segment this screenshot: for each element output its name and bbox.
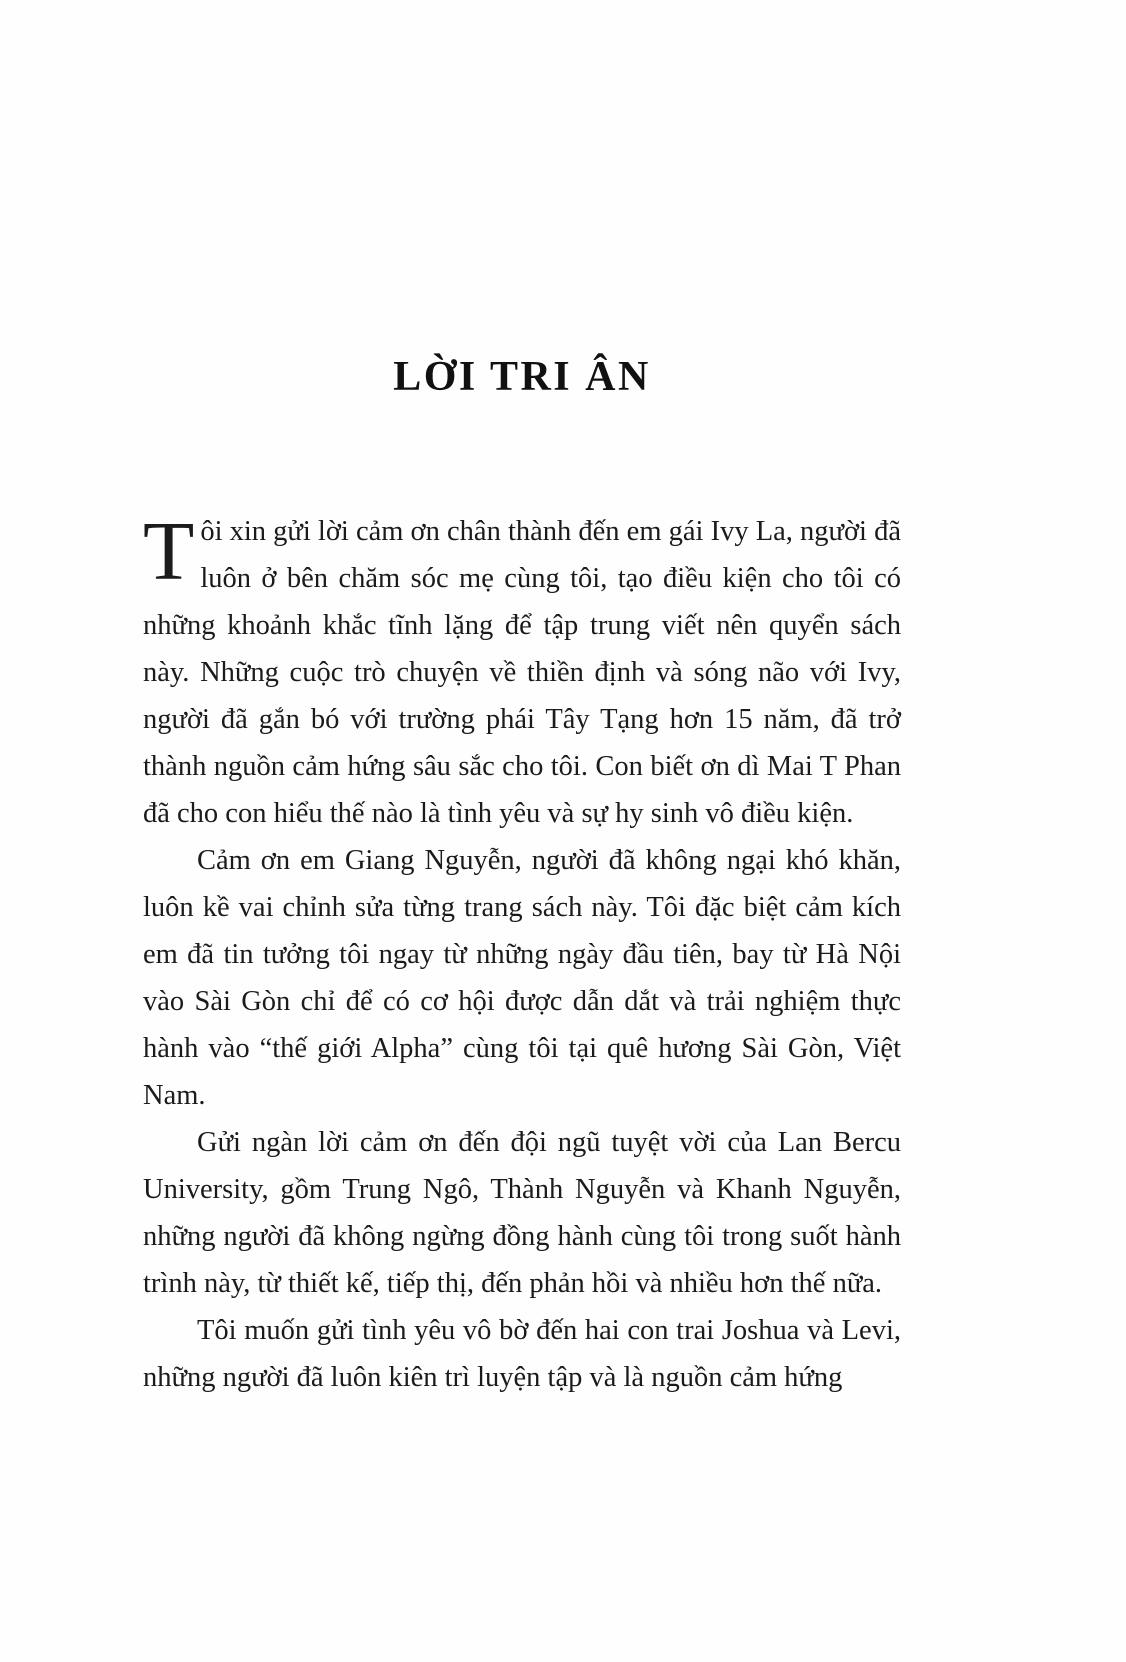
page-title: LỜI TRI ÂN — [393, 354, 651, 400]
body-text — [143, 505, 901, 1401]
paragraph-4: Tôi muốn gửi tình yêu vô bờ đến hai con trai Joshua và Levi, những người đã luôn kiên trì luyện tập và là nguồn cảm hứng — [143, 1315, 901, 1394]
page-text-column — [143, 0, 901, 1662]
paragraph-2: Cảm ơn em Giang Nguyễn, người đã không ngại khó khăn, luôn kề vai chỉnh sửa từng trang sách này. Tôi đặc biệt cảm kích em đã tin tưởng tôi ngay từ những ngày đầu tiên, bay từ Hà Nội vào Sài Gòn chỉ để có cơ hội được dẫn dắt và trải nghiệm thực hành vào “thế giới Alpha” cùng tôi tại quê hương Sài Gòn, Việt Nam. — [143, 845, 901, 1112]
paragraph-3: Gửi ngàn lời cảm ơn đến đội ngũ tuyệt vời của Lan Bercu University, gồm Trung Ngô, Thành Nguyễn và Khanh Nguyễn, những người đã không ngừng đồng hành cùng tôi trong suốt hành trình này, từ thiết kế, tiếp thị, đến phản hồi và nhiều hơn thế nữa. — [143, 1127, 901, 1300]
paragraph-1-text: ôi xin gửi lời cảm ơn chân thành đến em gái Ivy La, người đã luôn ở bên chăm sóc mẹ cùng tôi, tạo điều kiện cho tôi có những khoảnh khắc tĩnh lặng để tập trung viết nên quyển sách này. Những cuộc trò chuyện về thiền định và sóng não với Ivy, người đã gắn bó với trường phái Tây Tạng hơn 15 năm, đã trở thành nguồn cảm hứng sâu sắc cho tôi. Con biết ơn dì Mai T Phan đã cho con hiểu thế nào là tình yêu và sự hy sinh vô điều kiện. — [143, 516, 901, 830]
paragraph-1 — [143, 505, 901, 837]
drop-cap-letter: T — [143, 505, 195, 599]
